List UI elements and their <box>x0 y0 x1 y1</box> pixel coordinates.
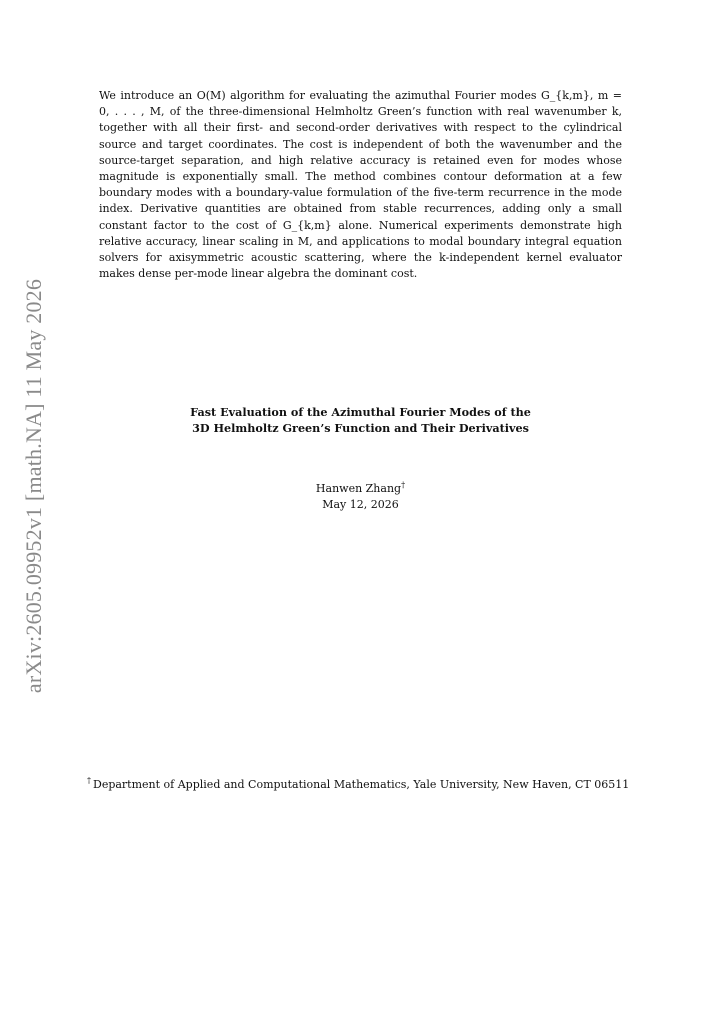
publication-date: May 12, 2026 <box>322 498 399 511</box>
author-name: Hanwen Zhang <box>315 482 402 495</box>
title-line-1: Fast Evaluation of the Azimuthal Fourier Modes of the <box>190 405 531 419</box>
arxiv-identifier-stamp: arXiv:2605.09952v1 [math.NA] 11 May 2026 <box>21 278 46 694</box>
footnote-text: Department of Applied and Computational Mathematics, Yale University, New Haven, CT 06511 <box>93 778 630 791</box>
author-line <box>99 481 622 497</box>
abstract: We introduce an O(M) algorithm for evaluating the azimuthal Fourier modes G_{k,m}, m = 0, . . . , M, of the three-dimensional Helmholtz Green’s function with real wavenumber k, together with all their first- and second-order derivatives with respect to the cylindrical source and target coordinates. The cost is independent of both the wavenumber and the source-target separation, and high relative accuracy is retained even for modes whose magnitude is exponentially small. The method combines contour deformation at a few boundary modes with a boundary-value formulation of the five-term recurrence in the mode index. Derivative quantities are obtained from stable recurrences, adding only a small constant factor to the cost of G_{k,m} alone. Numerical experiments demonstrate high relative accuracy, linear scaling in M, and applications to modal boundary integral equation solvers for axisymmetric acoustic scattering, where the k-independent kernel evaluator makes dense per-mode linear algebra the dominant cost. <box>99 89 622 281</box>
author-affiliation-mark: † <box>401 480 406 490</box>
paper-title <box>99 404 622 436</box>
author-block <box>99 481 622 513</box>
footnote-mark: † <box>87 776 91 786</box>
title-line-2: 3D Helmholtz Green’s Function and Their Derivatives <box>192 421 529 435</box>
affiliation-footnote <box>87 777 634 793</box>
